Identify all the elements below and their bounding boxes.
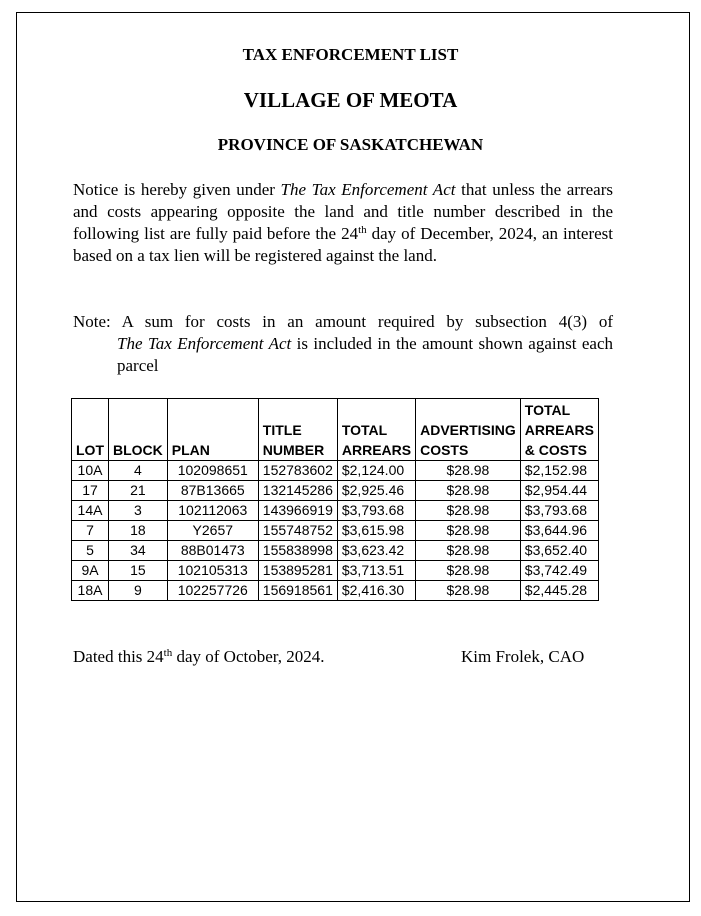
cell-lot: 14A <box>72 501 109 521</box>
col-block: BLOCK <box>109 399 168 461</box>
cell-lot: 10A <box>72 461 109 481</box>
cell-lot: 9A <box>72 561 109 581</box>
cell-plan: 102105313 <box>167 561 258 581</box>
table-header-row <box>72 399 599 461</box>
cell-arrears: $2,416.30 <box>337 581 415 601</box>
cell-block: 4 <box>109 461 168 481</box>
cell-title: 143966919 <box>258 501 337 521</box>
cell-total: $3,742.49 <box>520 561 598 581</box>
cell-block: 9 <box>109 581 168 601</box>
notice-text-1: Notice is hereby given under <box>73 180 281 199</box>
note-act-name: The Tax Enforcement Act <box>117 334 292 353</box>
notice-text-3: day of December, 2024, an interest based on a tax lien will be registered against the land. <box>73 224 614 265</box>
table-row <box>72 481 599 501</box>
notice-superscript: th <box>358 224 367 236</box>
cell-advertising: $28.98 <box>416 501 521 521</box>
table-row <box>72 521 599 541</box>
cell-title: 155748752 <box>258 521 337 541</box>
cell-total: $3,644.96 <box>520 521 598 541</box>
cell-plan: 102257726 <box>167 581 258 601</box>
table-row <box>72 581 599 601</box>
cell-title: 132145286 <box>258 481 337 501</box>
cell-total: $3,793.68 <box>520 501 598 521</box>
cell-arrears: $2,925.46 <box>337 481 415 501</box>
col-total-arrears: TOTAL ARREARS <box>337 399 415 461</box>
cell-arrears: $2,124.00 <box>337 461 415 481</box>
cell-arrears: $3,623.42 <box>337 541 415 561</box>
dated-line: Dated this 24th day of October, 2024. <box>73 647 325 666</box>
cell-block: 21 <box>109 481 168 501</box>
notice-text-2: that unless the arrears and costs appearing opposite the land and title number described in the following list are fully paid before the 24 <box>73 180 613 243</box>
col-advertising-costs: ADVERTISING COSTS <box>416 399 521 461</box>
table-row <box>72 501 599 521</box>
cell-block: 34 <box>109 541 168 561</box>
cell-advertising: $28.98 <box>416 521 521 541</box>
cell-arrears: $3,615.98 <box>337 521 415 541</box>
cell-arrears: $3,793.68 <box>337 501 415 521</box>
cell-plan: 88B01473 <box>167 541 258 561</box>
list-title: TAX ENFORCEMENT LIST <box>242 45 459 64</box>
cell-lot: 17 <box>72 481 109 501</box>
province-name: PROVINCE OF SASKATCHEWAN <box>217 135 484 154</box>
cell-arrears: $3,713.51 <box>337 561 415 581</box>
notice-paragraph <box>73 179 613 267</box>
cell-title: 152783602 <box>258 461 337 481</box>
table-row <box>72 461 599 481</box>
cell-block: 15 <box>109 561 168 581</box>
cell-advertising: $28.98 <box>416 481 521 501</box>
note-rest: is included in the amount shown against each parcel <box>117 334 614 375</box>
notice-act-name: The Tax Enforcement Act <box>280 180 456 199</box>
cell-title: 155838998 <box>258 541 337 561</box>
cell-lot: 5 <box>72 541 109 561</box>
cell-advertising: $28.98 <box>416 581 521 601</box>
col-plan: PLAN <box>167 399 258 461</box>
cell-plan: 102098651 <box>167 461 258 481</box>
cell-total: $3,652.40 <box>520 541 598 561</box>
cell-advertising: $28.98 <box>416 561 521 581</box>
cell-advertising: $28.98 <box>416 461 521 481</box>
cell-block: 18 <box>109 521 168 541</box>
tax-enforcement-table <box>71 398 599 601</box>
cell-title: 153895281 <box>258 561 337 581</box>
cell-total: $2,445.28 <box>520 581 598 601</box>
note-paragraph <box>73 311 613 377</box>
cell-plan: 87B13665 <box>167 481 258 501</box>
cell-block: 3 <box>109 501 168 521</box>
cell-lot: 7 <box>72 521 109 541</box>
col-title-number: TITLE NUMBER <box>258 399 337 461</box>
cell-total: $2,152.98 <box>520 461 598 481</box>
cell-title: 156918561 <box>258 581 337 601</box>
note-line-1: Note: A sum for costs in an amount required by subsection 4(3) of <box>73 312 613 331</box>
signature: Kim Frolek, CAO <box>461 647 585 666</box>
cell-plan: 102112063 <box>167 501 258 521</box>
col-total-arrears-costs: TOTAL ARREARS & COSTS <box>520 399 598 461</box>
col-lot: LOT <box>72 399 109 461</box>
cell-advertising: $28.98 <box>416 541 521 561</box>
table-row <box>72 561 599 581</box>
cell-total: $2,954.44 <box>520 481 598 501</box>
cell-lot: 18A <box>72 581 109 601</box>
note-continuation <box>73 333 613 377</box>
municipality-name: VILLAGE OF MEOTA <box>243 88 458 112</box>
table-row <box>72 541 599 561</box>
cell-plan: Y2657 <box>167 521 258 541</box>
